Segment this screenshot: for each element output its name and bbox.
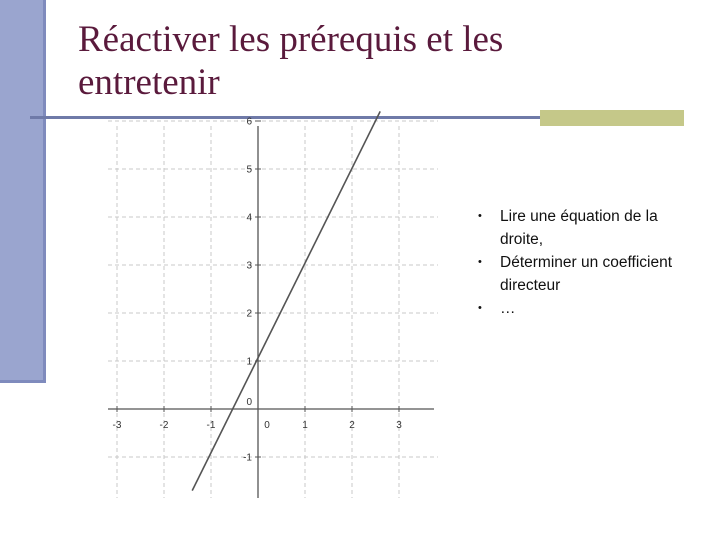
axes <box>108 121 434 498</box>
x-tick-label: -1 <box>206 420 216 431</box>
sidebar-decoration <box>0 0 46 383</box>
y-tick-label: 6 <box>246 116 252 128</box>
x-tick-label: 1 <box>302 420 308 431</box>
title-accent-bar <box>540 110 684 126</box>
slide-title <box>78 18 638 104</box>
bullet-item-3 <box>474 297 704 320</box>
x-tick-label: 3 <box>396 420 402 431</box>
y-tick-label: 2 <box>246 308 252 320</box>
x-tick-label: 0 <box>264 420 270 431</box>
y-tick-label: 5 <box>246 164 252 176</box>
y-tick-label: 3 <box>246 260 252 272</box>
slide-title-line-1: Réactiver les prérequis et les <box>78 19 504 60</box>
y-tick-label: -1 <box>243 452 252 464</box>
bullet-dot: • <box>478 302 482 314</box>
bullet-item-2 <box>474 251 704 297</box>
x-tick-label: -2 <box>159 420 169 431</box>
bullet-text-2: Déterminer un coefficient directeur <box>500 254 673 294</box>
bullet-text-1: Lire une équation de la droite, <box>500 208 658 248</box>
grid <box>108 121 438 498</box>
y-tick-label: 1 <box>246 356 252 368</box>
bullet-dot: • <box>478 210 482 222</box>
bullet-list <box>474 205 704 320</box>
bullet-dot: • <box>478 256 482 268</box>
bullet-text-3: … <box>500 300 516 317</box>
y-tick-label: 0 <box>246 397 252 408</box>
y-tick-label: 4 <box>246 212 252 224</box>
x-tick-label: 2 <box>349 420 355 431</box>
bullet-item-1 <box>474 205 704 251</box>
line-graph <box>108 116 438 498</box>
slide-title-line-2: entretenir <box>78 62 220 103</box>
x-tick-label: -3 <box>112 420 122 431</box>
